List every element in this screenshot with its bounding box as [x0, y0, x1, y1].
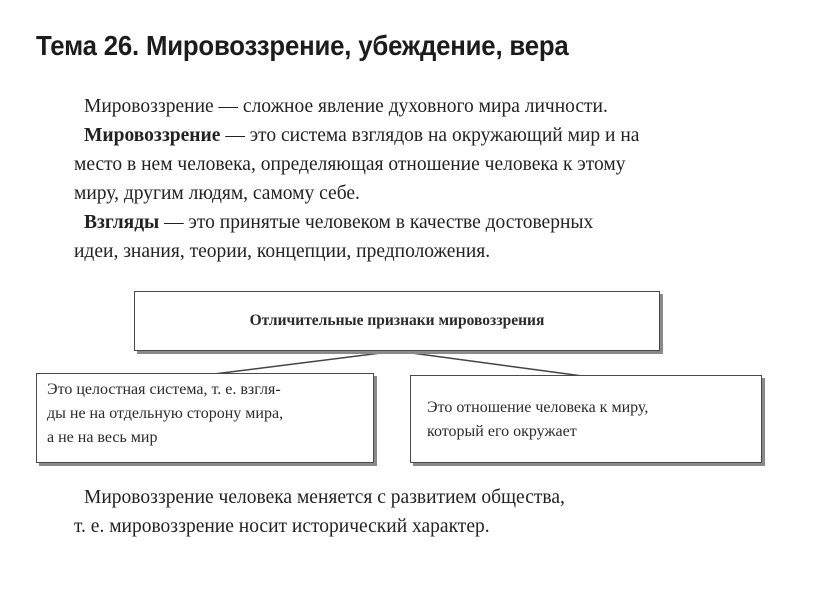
definition-worldview: [74, 121, 764, 150]
feature-box-attitude: [410, 375, 762, 463]
feature-line: а не на весь мир: [47, 429, 158, 446]
connector-right: [397, 351, 590, 377]
definition-line: миру, другим людям, самому себе.: [74, 183, 360, 204]
features-header-box: [134, 291, 660, 351]
page-title: Тема 26. Мировоззрение, убеждение, вера: [36, 30, 569, 61]
conclusion-line: т. е. мировоззрение носит исторический характер.: [74, 516, 490, 537]
feature-box-integral-system: [36, 373, 374, 463]
definition-line: место в нем человека, определяющая отношение человека к этому: [74, 154, 626, 175]
definition-views: [74, 208, 764, 237]
feature-line: который его окружает: [427, 423, 577, 440]
feature-line: ды не на отдельную сторону мира,: [47, 405, 284, 422]
term-worldview: Мировоззрение: [84, 125, 221, 146]
feature-line: Это отношение человека к миру,: [427, 399, 649, 416]
intro-line: Мировоззрение — сложное явление духовного мира личности.: [84, 96, 608, 117]
connector-left: [206, 351, 397, 375]
definition-text: — это принятые человеком в качестве достоверных: [159, 212, 594, 233]
conclusion-text: [74, 483, 764, 541]
definition-line: идеи, знания, теории, концепции, предположения.: [74, 241, 491, 262]
conclusion-line: Мировоззрение человека меняется с развитием общества,: [84, 487, 565, 508]
feature-line: Это целостная система, т. е. взгля-: [47, 381, 281, 398]
term-views: Взгляды: [84, 212, 160, 233]
intro-text: [74, 92, 764, 266]
definition-text: — это система взглядов на окружающий мир и на: [220, 125, 640, 146]
features-header-label: Отличительные признаки мировоззрения: [249, 312, 545, 329]
